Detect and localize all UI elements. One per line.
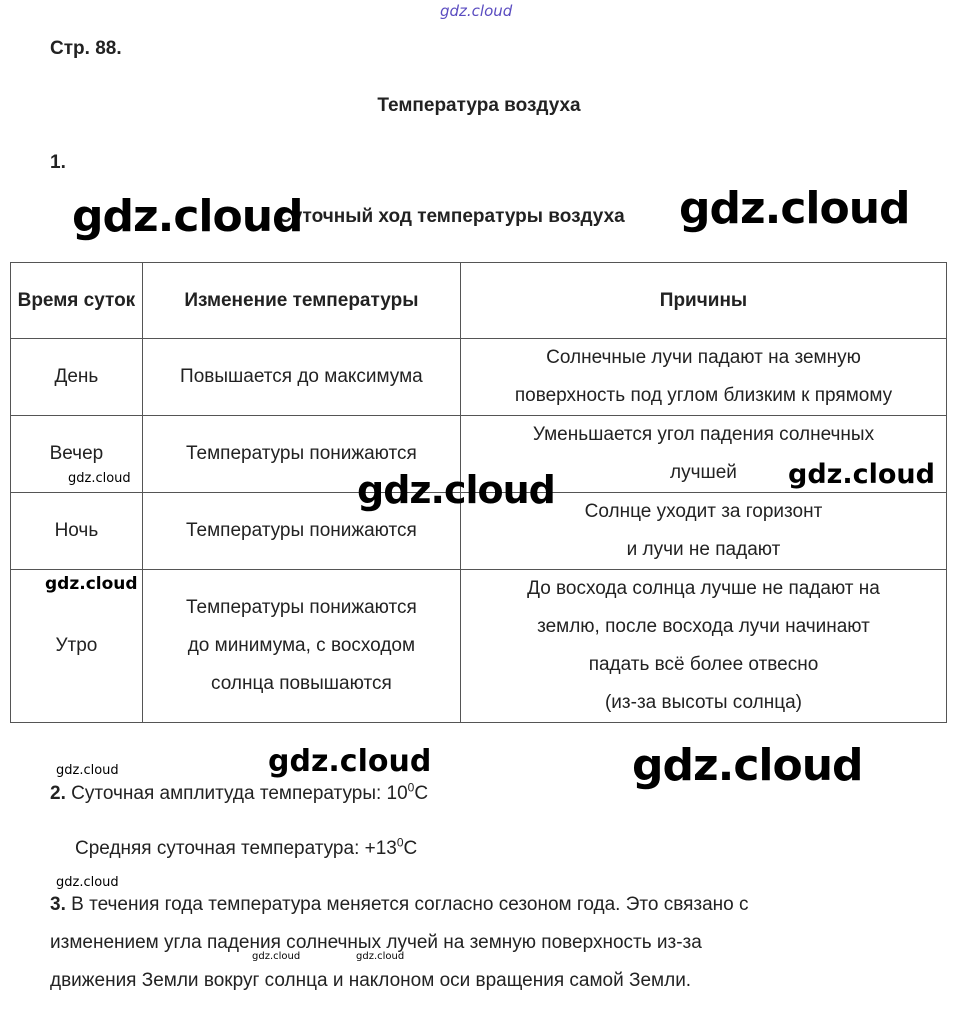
column-header-change: Изменение температуры xyxy=(142,263,460,339)
amplitude-degree: 0 xyxy=(407,780,415,795)
column-header-reason: Причины xyxy=(460,263,946,339)
watermark: gdz.cloud xyxy=(252,951,301,962)
cell-change: Температуры понижаются xyxy=(142,493,460,570)
watermark: gdz.cloud xyxy=(356,951,405,962)
watermark: gdz.cloud xyxy=(56,875,119,890)
cell-change: Температуры понижаются xyxy=(142,416,460,493)
cell-line: (из-за высоты солнца) xyxy=(604,692,802,713)
cell-line: лучшей xyxy=(670,462,737,483)
watermark: gdz.cloud xyxy=(45,574,138,594)
amplitude-text: Суточная амплитуда температуры: 10 xyxy=(71,783,408,804)
page-title: Температура воздуха xyxy=(377,95,581,116)
task-2-number: 2. xyxy=(50,783,66,804)
column-header-time: Время суток xyxy=(11,263,143,339)
amplitude-unit: С xyxy=(414,783,429,804)
cell-line: Солнце уходит за горизонт xyxy=(584,501,823,522)
average-degree: 0 xyxy=(396,835,404,850)
watermark: gdz.cloud xyxy=(632,740,863,791)
task-2-amplitude xyxy=(50,775,428,813)
cell-line: поверхность под углом близким к прямому xyxy=(514,385,893,406)
watermark-top: gdz.cloud xyxy=(440,2,513,20)
task-3-number: 3. xyxy=(50,894,66,915)
cell-line: Температуры понижаются xyxy=(185,597,417,618)
watermark: gdz.cloud xyxy=(56,763,119,778)
page-label: Стр. 88. xyxy=(50,38,122,59)
cell-line: До восхода солнца лучше не падают на xyxy=(527,578,880,599)
average-text: Средняя суточная температура: +13 xyxy=(75,838,397,859)
cell-time: Ночь xyxy=(11,493,143,570)
watermark: gdz.cloud xyxy=(679,183,910,234)
cell-change xyxy=(142,570,460,723)
cell-line: Солнечные лучи падают на земную xyxy=(546,347,861,368)
table-title: Суточный ход температуры воздуха xyxy=(278,206,625,227)
watermark: gdz.cloud xyxy=(68,471,131,486)
watermark: gdz.cloud xyxy=(268,744,432,779)
task-3-line: движения Земли вокруг солнца и наклоном оси вращения самой Земли. xyxy=(50,970,692,991)
cell-time: Вечер xyxy=(11,416,143,493)
average-unit: С xyxy=(403,838,418,859)
cell-line: солнца повышаются xyxy=(211,673,392,694)
watermark: gdz.cloud xyxy=(72,191,303,242)
watermark: gdz.cloud xyxy=(788,459,935,490)
cell-line: падать всё более отвесно xyxy=(588,654,819,675)
watermark: gdz.cloud xyxy=(357,468,555,512)
cell-time: День xyxy=(11,339,143,416)
cell-line: землю, после восхода лучи начинают xyxy=(537,616,870,637)
cell-reason xyxy=(460,570,946,723)
table-header-row xyxy=(11,263,947,339)
task-2-average xyxy=(75,830,417,868)
task-1-number: 1. xyxy=(50,152,66,173)
task-3-line: изменением угла падения солнечных лучей на земную поверхность из-за xyxy=(50,932,702,953)
cell-line: Уменьшается угол падения солнечных xyxy=(532,424,875,445)
cell-change: Повышается до максимума xyxy=(142,339,460,416)
table-row xyxy=(11,570,947,723)
table-row xyxy=(11,339,947,416)
cell-line: и лучи не падают xyxy=(626,539,781,560)
task-3-line: 3. В течения года температура меняется согласно сезоном года. Это связано с xyxy=(50,894,749,915)
cell-time: Утро xyxy=(11,570,143,723)
task-3-paragraph xyxy=(50,886,749,1000)
cell-reason xyxy=(460,339,946,416)
cell-line: до минимума, с восходом xyxy=(187,635,416,656)
